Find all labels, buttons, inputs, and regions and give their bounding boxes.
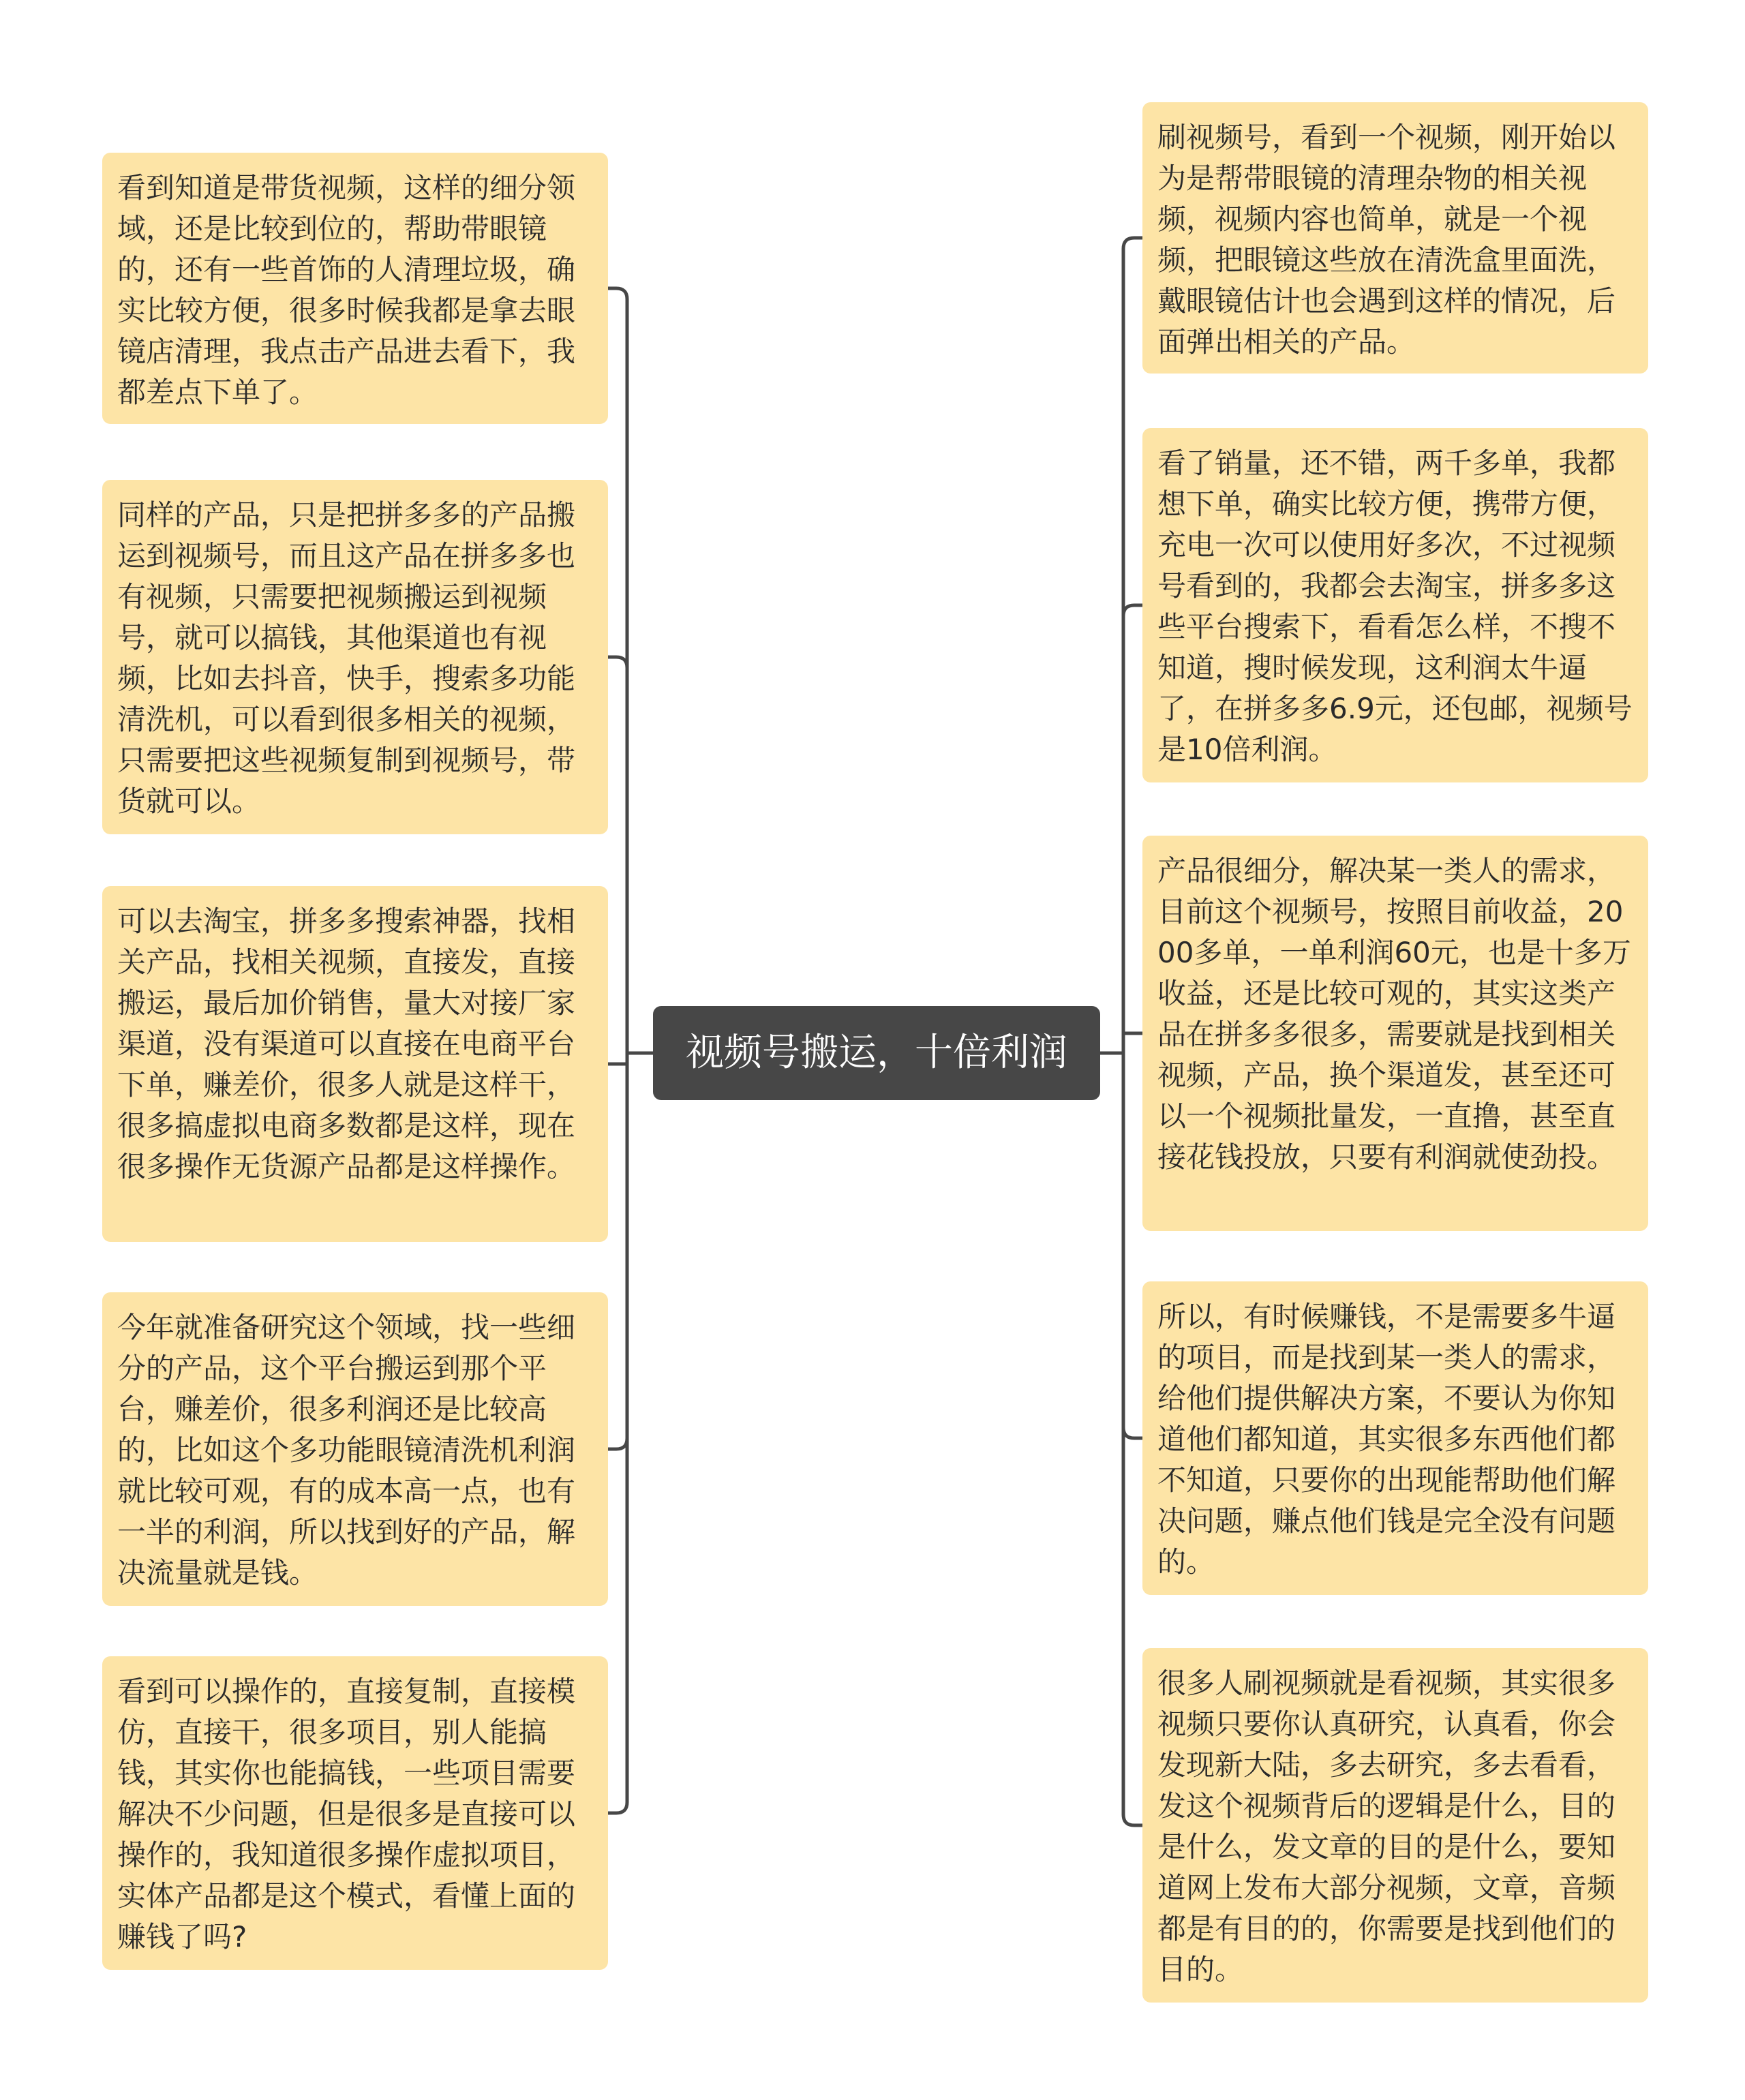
leaf-text: 所以，有时候赚钱，不是需要多牛逼的项目，而是找到某一类人的需求，给他们提供解决方案，不要认为你知道他们都知道，其实很多东西他们都不知道，只要你的出现能帮助他们解决问题，赚点他们钱是完全没有问题的。 <box>1157 1300 1616 1579</box>
leaf-text: 看了销量，还不错，两千多单，我都想下单，确实比较方便，携带方便，充电一次可以使用好多次，不过视频号看到的，我都会去淘宝，拼多多这些平台搜索下，看看怎么样，不搜不知道，搜时候发现，这利润太牛逼了，在拼多多6.9元，还包邮，视频号是10倍利润。 <box>1157 446 1633 766</box>
leaf-text: 刷视频号，看到一个视频，刚开始以为是帮带眼镜的清理杂物的相关视频，视频内容也简单，就是一个视频，把眼镜这些放在清洗盒里面洗，戴眼镜估计也会遇到这样的情况，后面弹出相关的产品。 <box>1157 121 1616 359</box>
leaf-text: 可以去淘宝，拼多多搜索神器，找相关产品，找相关视频，直接发，直接搬运，最后加价销售，量大对接厂家渠道，没有渠道可以直接在电商平台下单，赚差价，很多人就是这样干，很多搞虚拟电商多数都是这样，现在很多操作无货源产品都是这样操作。 <box>117 904 576 1183</box>
central-topic-label: 视频号搬运，十倍利润 <box>686 1031 1067 1075</box>
right-leaf-3[interactable] <box>1142 836 1648 1231</box>
leaf-text: 看到知道是带货视频，这样的细分领域，还是比较到位的，帮助带眼镜的，还有一些首饰的人清理垃圾，确实比较方便，很多时候我都是拿去眼镜店清理，我点击产品进去看下，我都差点下单了。 <box>117 171 576 409</box>
left-leaf-2[interactable] <box>102 480 608 834</box>
left-branch-line-1 <box>608 288 627 1053</box>
left-leaf-3[interactable] <box>102 886 608 1242</box>
left-branch-line-3 <box>608 1053 627 1064</box>
right-leaf-2[interactable] <box>1142 428 1648 782</box>
left-branch-line-5 <box>608 1053 627 1813</box>
right-branch-line-3 <box>1123 1033 1142 1053</box>
right-leaf-4[interactable] <box>1142 1281 1648 1595</box>
left-leaf-4[interactable] <box>102 1292 608 1606</box>
right-leaf-1[interactable] <box>1142 102 1648 374</box>
central-topic[interactable] <box>653 1006 1100 1100</box>
right-leaf-5[interactable] <box>1142 1648 1648 2003</box>
leaf-text: 产品很细分，解决某一类人的需求，目前这个视频号，按照目前收益，2000多单，一单利润60元，也是十多万收益，还是比较可观的，其实这类产品在拼多多很多，需要就是找到相关视频，产品，换个渠道发，甚至还可以一个视频批量发，一直撸，甚至直接花钱投放，只要有利润就使劲投。 <box>1157 854 1631 1174</box>
leaf-text: 今年就准备研究这个领域，找一些细分的产品，这个平台搬运到那个平台，赚差价，很多利润还是比较高的，比如这个多功能眼镜清洗机利润就比较可观，有的成本高一点，也有一半的利润，所以找到好的产品，解决流量就是钱。 <box>117 1311 576 1589</box>
leaf-text: 看到可以操作的，直接复制，直接模仿，直接干，很多项目，别人能搞钱，其实你也能搞钱，一些项目需要解决不少问题，但是很多是直接可以操作的，我知道很多操作虚拟项目，实体产品都是这个模式，看懂上面的赚钱了吗? <box>117 1675 576 1953</box>
right-branch-line-2 <box>1123 605 1142 1053</box>
right-branch-line-1 <box>1123 238 1142 1053</box>
leaf-text: 很多人刷视频就是看视频，其实很多视频只要你认真研究，认真看，你会发现新大陆，多去研究，多去看看，发这个视频背后的逻辑是什么，目的是什么，发文章的目的是什么，要知道网上发布大部分视频，文章，音频都是有目的的，你需要是找到他们的目的。 <box>1157 1667 1616 1986</box>
left-leaf-5[interactable] <box>102 1656 608 1970</box>
left-leaf-1[interactable] <box>102 153 608 424</box>
leaf-text: 同样的产品，只是把拼多多的产品搬运到视频号，而且这产品在拼多多也有视频，只需要把视频搬运到视频号，就可以搞钱，其他渠道也有视频，比如去抖音，快手，搜索多功能清洗机，可以看到很多相关的视频，只需要把这些视频复制到视频号，带货就可以。 <box>117 498 576 818</box>
left-branch-line-2 <box>608 657 627 1053</box>
left-branch-line-4 <box>608 1053 627 1449</box>
right-branch-line-4 <box>1123 1053 1142 1438</box>
